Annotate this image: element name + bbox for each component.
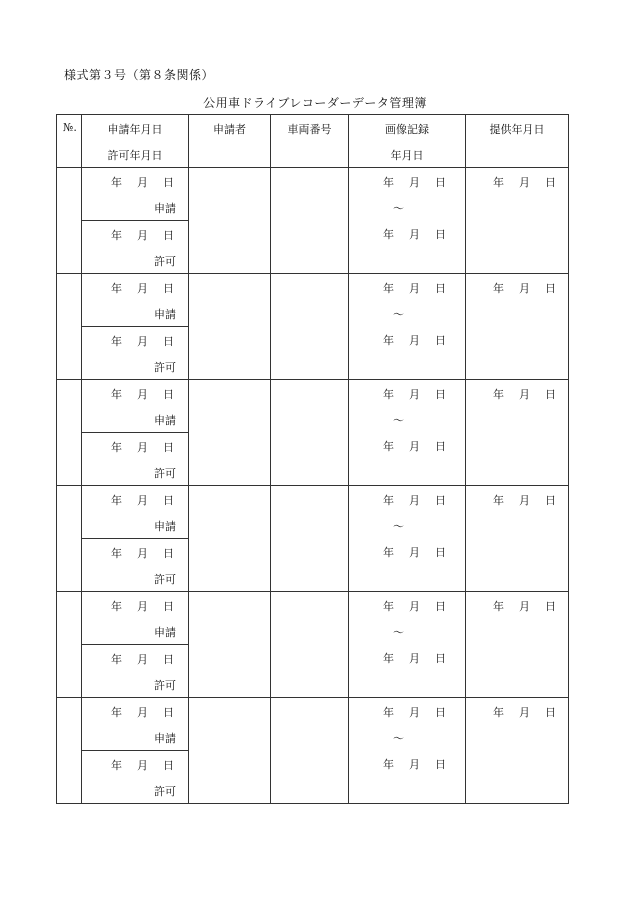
month-label: 月 <box>409 176 420 189</box>
header-image-record: 画像記録 年月日 <box>349 115 466 168</box>
year-label: 年 <box>493 176 504 189</box>
header-no: №. <box>57 115 82 168</box>
date-fields <box>82 174 188 190</box>
year-label: 年 <box>383 652 394 665</box>
day-label: 日 <box>545 600 556 613</box>
day-label: 日 <box>545 706 556 719</box>
date-fields <box>349 438 465 454</box>
range-tilde: ～ <box>393 626 404 639</box>
day-label: 日 <box>435 494 446 507</box>
year-label: 年 <box>111 547 122 560</box>
apply-date-cell[interactable] <box>82 698 189 751</box>
day-label: 日 <box>163 176 174 189</box>
date-fields <box>82 439 188 455</box>
month-label: 月 <box>137 282 148 295</box>
day-label: 日 <box>435 282 446 295</box>
permit-label: 許可 <box>154 361 176 374</box>
month-label: 月 <box>137 547 148 560</box>
permit-label: 許可 <box>154 679 176 692</box>
day-label: 日 <box>435 334 446 347</box>
date-fields <box>466 280 568 296</box>
permit-date-cell[interactable] <box>82 221 189 274</box>
day-label: 日 <box>435 758 446 771</box>
month-label: 月 <box>519 600 530 613</box>
date-fields <box>466 492 568 508</box>
year-label: 年 <box>111 494 122 507</box>
row-no-cell[interactable] <box>57 380 82 486</box>
date-fields <box>82 492 188 508</box>
month-label: 月 <box>409 440 420 453</box>
day-label: 日 <box>163 229 174 242</box>
month-label: 月 <box>409 494 420 507</box>
day-label: 日 <box>163 441 174 454</box>
range-tilde: ～ <box>393 202 404 215</box>
apply-date-cell[interactable] <box>82 592 189 645</box>
year-label: 年 <box>383 334 394 347</box>
header-provide-date: 提供年月日 <box>466 115 569 168</box>
date-fields <box>82 333 188 349</box>
day-label: 日 <box>163 600 174 613</box>
date-fields <box>82 704 188 720</box>
apply-date-cell[interactable] <box>82 380 189 433</box>
vehicle-number-cell[interactable] <box>271 486 349 592</box>
day-label: 日 <box>545 494 556 507</box>
day-label: 日 <box>435 546 446 559</box>
ledger-row <box>57 592 569 645</box>
image-record-cell[interactable] <box>349 168 466 274</box>
day-label: 日 <box>435 706 446 719</box>
ledger-row <box>57 486 569 539</box>
date-fields <box>82 651 188 667</box>
vehicle-number-cell[interactable] <box>271 380 349 486</box>
header-row <box>57 115 569 168</box>
year-label: 年 <box>111 229 122 242</box>
applicant-cell[interactable] <box>189 698 271 804</box>
month-label: 月 <box>519 282 530 295</box>
applicant-cell[interactable] <box>189 168 271 274</box>
year-label: 年 <box>383 282 394 295</box>
year-label: 年 <box>493 706 504 719</box>
ledger-row <box>57 380 569 433</box>
ledger-row <box>57 698 569 751</box>
form-number-label: 様式第３号（第８条関係） <box>64 68 215 82</box>
ledger-body <box>57 168 569 804</box>
date-fields <box>349 650 465 666</box>
date-fields <box>349 280 465 296</box>
provide-date-cell[interactable] <box>466 168 569 274</box>
permit-label: 許可 <box>154 573 176 586</box>
year-label: 年 <box>111 600 122 613</box>
day-label: 日 <box>435 228 446 241</box>
vehicle-number-cell[interactable] <box>271 168 349 274</box>
month-label: 月 <box>137 441 148 454</box>
year-label: 年 <box>383 176 394 189</box>
date-fields <box>82 386 188 402</box>
year-label: 年 <box>383 228 394 241</box>
year-label: 年 <box>111 282 122 295</box>
day-label: 日 <box>163 335 174 348</box>
month-label: 月 <box>137 759 148 772</box>
year-label: 年 <box>383 388 394 401</box>
day-label: 日 <box>163 547 174 560</box>
day-label: 日 <box>545 282 556 295</box>
date-fields <box>349 598 465 614</box>
year-label: 年 <box>493 494 504 507</box>
ledger-row <box>57 274 569 327</box>
month-label: 月 <box>409 706 420 719</box>
permit-date-cell[interactable] <box>82 539 189 592</box>
date-fields <box>349 386 465 402</box>
ledger-row <box>57 168 569 221</box>
permit-label: 許可 <box>154 467 176 480</box>
date-fields <box>82 545 188 561</box>
year-label: 年 <box>383 494 394 507</box>
day-label: 日 <box>163 388 174 401</box>
year-label: 年 <box>493 282 504 295</box>
year-label: 年 <box>383 440 394 453</box>
date-fields <box>349 756 465 772</box>
month-label: 月 <box>409 228 420 241</box>
image-record-cell[interactable] <box>349 274 466 380</box>
permit-date-cell[interactable] <box>82 433 189 486</box>
apply-date-cell[interactable] <box>82 486 189 539</box>
day-label: 日 <box>163 706 174 719</box>
year-label: 年 <box>111 653 122 666</box>
month-label: 月 <box>137 229 148 242</box>
month-label: 月 <box>409 546 420 559</box>
month-label: 月 <box>137 653 148 666</box>
date-fields <box>466 386 568 402</box>
month-label: 月 <box>519 176 530 189</box>
month-label: 月 <box>409 652 420 665</box>
applicant-cell[interactable] <box>189 592 271 698</box>
header-vehicle-number: 車両番号 <box>271 115 349 168</box>
year-label: 年 <box>383 758 394 771</box>
row-no-cell[interactable] <box>57 274 82 380</box>
year-label: 年 <box>493 600 504 613</box>
day-label: 日 <box>163 759 174 772</box>
image-record-cell[interactable] <box>349 486 466 592</box>
day-label: 日 <box>435 440 446 453</box>
date-fields <box>349 174 465 190</box>
apply-label: 申請 <box>154 308 176 321</box>
range-tilde: ～ <box>393 308 404 321</box>
date-fields <box>349 704 465 720</box>
year-label: 年 <box>493 388 504 401</box>
apply-date-cell[interactable] <box>82 168 189 221</box>
applicant-cell[interactable] <box>189 274 271 380</box>
header-applicant: 申請者 <box>189 115 271 168</box>
month-label: 月 <box>137 176 148 189</box>
vehicle-number-cell[interactable] <box>271 592 349 698</box>
day-label: 日 <box>435 176 446 189</box>
day-label: 日 <box>435 652 446 665</box>
day-label: 日 <box>545 388 556 401</box>
range-tilde: ～ <box>393 520 404 533</box>
date-fields <box>82 280 188 296</box>
year-label: 年 <box>111 335 122 348</box>
month-label: 月 <box>409 758 420 771</box>
month-label: 月 <box>409 600 420 613</box>
month-label: 月 <box>409 388 420 401</box>
image-record-cell[interactable] <box>349 592 466 698</box>
apply-date-cell[interactable] <box>82 274 189 327</box>
provide-date-cell[interactable] <box>466 274 569 380</box>
year-label: 年 <box>111 759 122 772</box>
document-title: 公用車ドライブレコーダーデータ管理簿 <box>203 96 427 110</box>
header-permit-date: 許可年月日 <box>107 149 163 162</box>
vehicle-number-cell[interactable] <box>271 698 349 804</box>
applicant-cell[interactable] <box>189 380 271 486</box>
year-label: 年 <box>383 706 394 719</box>
month-label: 月 <box>137 600 148 613</box>
month-label: 月 <box>409 334 420 347</box>
month-label: 月 <box>137 335 148 348</box>
date-fields <box>82 227 188 243</box>
apply-label: 申請 <box>154 732 176 745</box>
provide-date-cell[interactable] <box>466 698 569 804</box>
month-label: 月 <box>137 706 148 719</box>
day-label: 日 <box>163 282 174 295</box>
year-label: 年 <box>111 441 122 454</box>
day-label: 日 <box>545 176 556 189</box>
date-fields <box>466 704 568 720</box>
apply-label: 申請 <box>154 414 176 427</box>
ledger-table <box>56 114 569 804</box>
date-fields <box>349 492 465 508</box>
image-record-cell[interactable] <box>349 380 466 486</box>
date-fields <box>349 332 465 348</box>
permit-label: 許可 <box>154 785 176 798</box>
row-no-cell[interactable] <box>57 592 82 698</box>
day-label: 日 <box>163 494 174 507</box>
provide-date-cell[interactable] <box>466 486 569 592</box>
apply-label: 申請 <box>154 520 176 533</box>
year-label: 年 <box>383 600 394 613</box>
date-fields <box>82 757 188 773</box>
day-label: 日 <box>435 600 446 613</box>
day-label: 日 <box>163 653 174 666</box>
date-fields <box>466 174 568 190</box>
year-label: 年 <box>111 388 122 401</box>
apply-label: 申請 <box>154 626 176 639</box>
apply-label: 申請 <box>154 202 176 215</box>
row-no-cell[interactable] <box>57 168 82 274</box>
year-label: 年 <box>111 176 122 189</box>
month-label: 月 <box>519 388 530 401</box>
permit-date-cell[interactable] <box>82 645 189 698</box>
provide-date-cell[interactable] <box>466 592 569 698</box>
header-apply-permit-date <box>82 115 189 168</box>
permit-date-cell[interactable] <box>82 327 189 380</box>
range-tilde: ～ <box>393 732 404 745</box>
month-label: 月 <box>409 282 420 295</box>
date-fields <box>466 598 568 614</box>
permit-date-cell[interactable] <box>82 751 189 804</box>
row-no-cell[interactable] <box>57 486 82 592</box>
year-label: 年 <box>383 546 394 559</box>
permit-label: 許可 <box>154 255 176 268</box>
month-label: 月 <box>519 494 530 507</box>
month-label: 月 <box>137 388 148 401</box>
range-tilde: ～ <box>393 414 404 427</box>
applicant-cell[interactable] <box>189 486 271 592</box>
image-record-cell[interactable] <box>349 698 466 804</box>
year-label: 年 <box>111 706 122 719</box>
vehicle-number-cell[interactable] <box>271 274 349 380</box>
month-label: 月 <box>137 494 148 507</box>
day-label: 日 <box>435 388 446 401</box>
date-fields <box>349 226 465 242</box>
date-fields <box>82 598 188 614</box>
month-label: 月 <box>519 706 530 719</box>
provide-date-cell[interactable] <box>466 380 569 486</box>
header-apply-date: 申請年月日 <box>107 123 163 136</box>
date-fields <box>349 544 465 560</box>
row-no-cell[interactable] <box>57 698 82 804</box>
